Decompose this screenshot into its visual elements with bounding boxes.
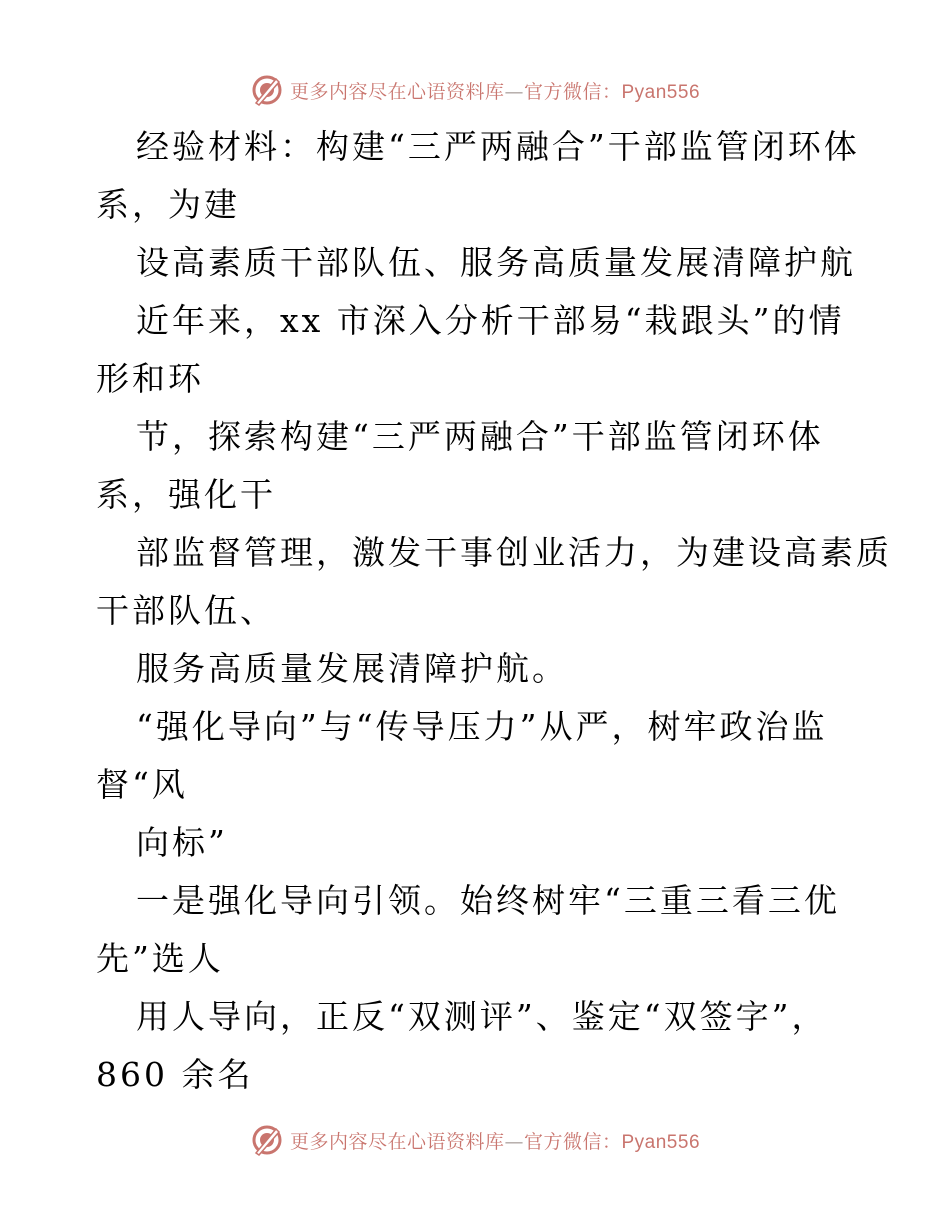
watermark-text: 更多内容尽在心语资料库—官方微信：Pyan556	[289, 1130, 701, 1153]
quill-pen-logo-icon	[250, 1123, 284, 1157]
text-line: 服务高质量发展清障护航。	[136, 649, 568, 688]
text-line: 经验材料：构建“三严两融合”干部监管闭环体	[136, 127, 860, 166]
watermark-text: 更多内容尽在心语资料库—官方微信：Pyan556	[289, 80, 701, 103]
text-line: 系，为建	[96, 185, 240, 224]
text-line: 向标”	[136, 823, 228, 862]
text-line: 干部队伍、	[96, 591, 276, 630]
text-line: 用人导向，正反“双测评”、鉴定“双签字”，	[136, 997, 828, 1036]
text-line: 系，强化干	[96, 475, 276, 514]
text-line: 督“风	[96, 765, 188, 804]
quill-pen-logo-icon	[250, 73, 284, 107]
text-line: “强化导向”与“传导压力”从严，树牢政治监	[136, 707, 828, 746]
text-line: 860 余名	[96, 1055, 254, 1094]
header-watermark	[0, 70, 950, 110]
text-line: 近年来，xx 市深入分析干部易“栽跟头”的情	[136, 301, 845, 340]
text-line: 一是强化导向引领。始终树牢“三重三看三优	[136, 881, 840, 920]
text-line: 设高素质干部队伍、服务高质量发展清障护航	[136, 243, 856, 282]
text-line: 部监督管理，激发干事创业活力，为建设高素质	[136, 533, 892, 572]
document-body	[96, 118, 892, 1104]
footer-watermark	[0, 1120, 950, 1160]
text-line: 先”选人	[96, 939, 224, 978]
text-line: 节，探索构建“三严两融合”干部监管闭环体	[136, 417, 824, 456]
text-line: 形和环	[96, 359, 204, 398]
